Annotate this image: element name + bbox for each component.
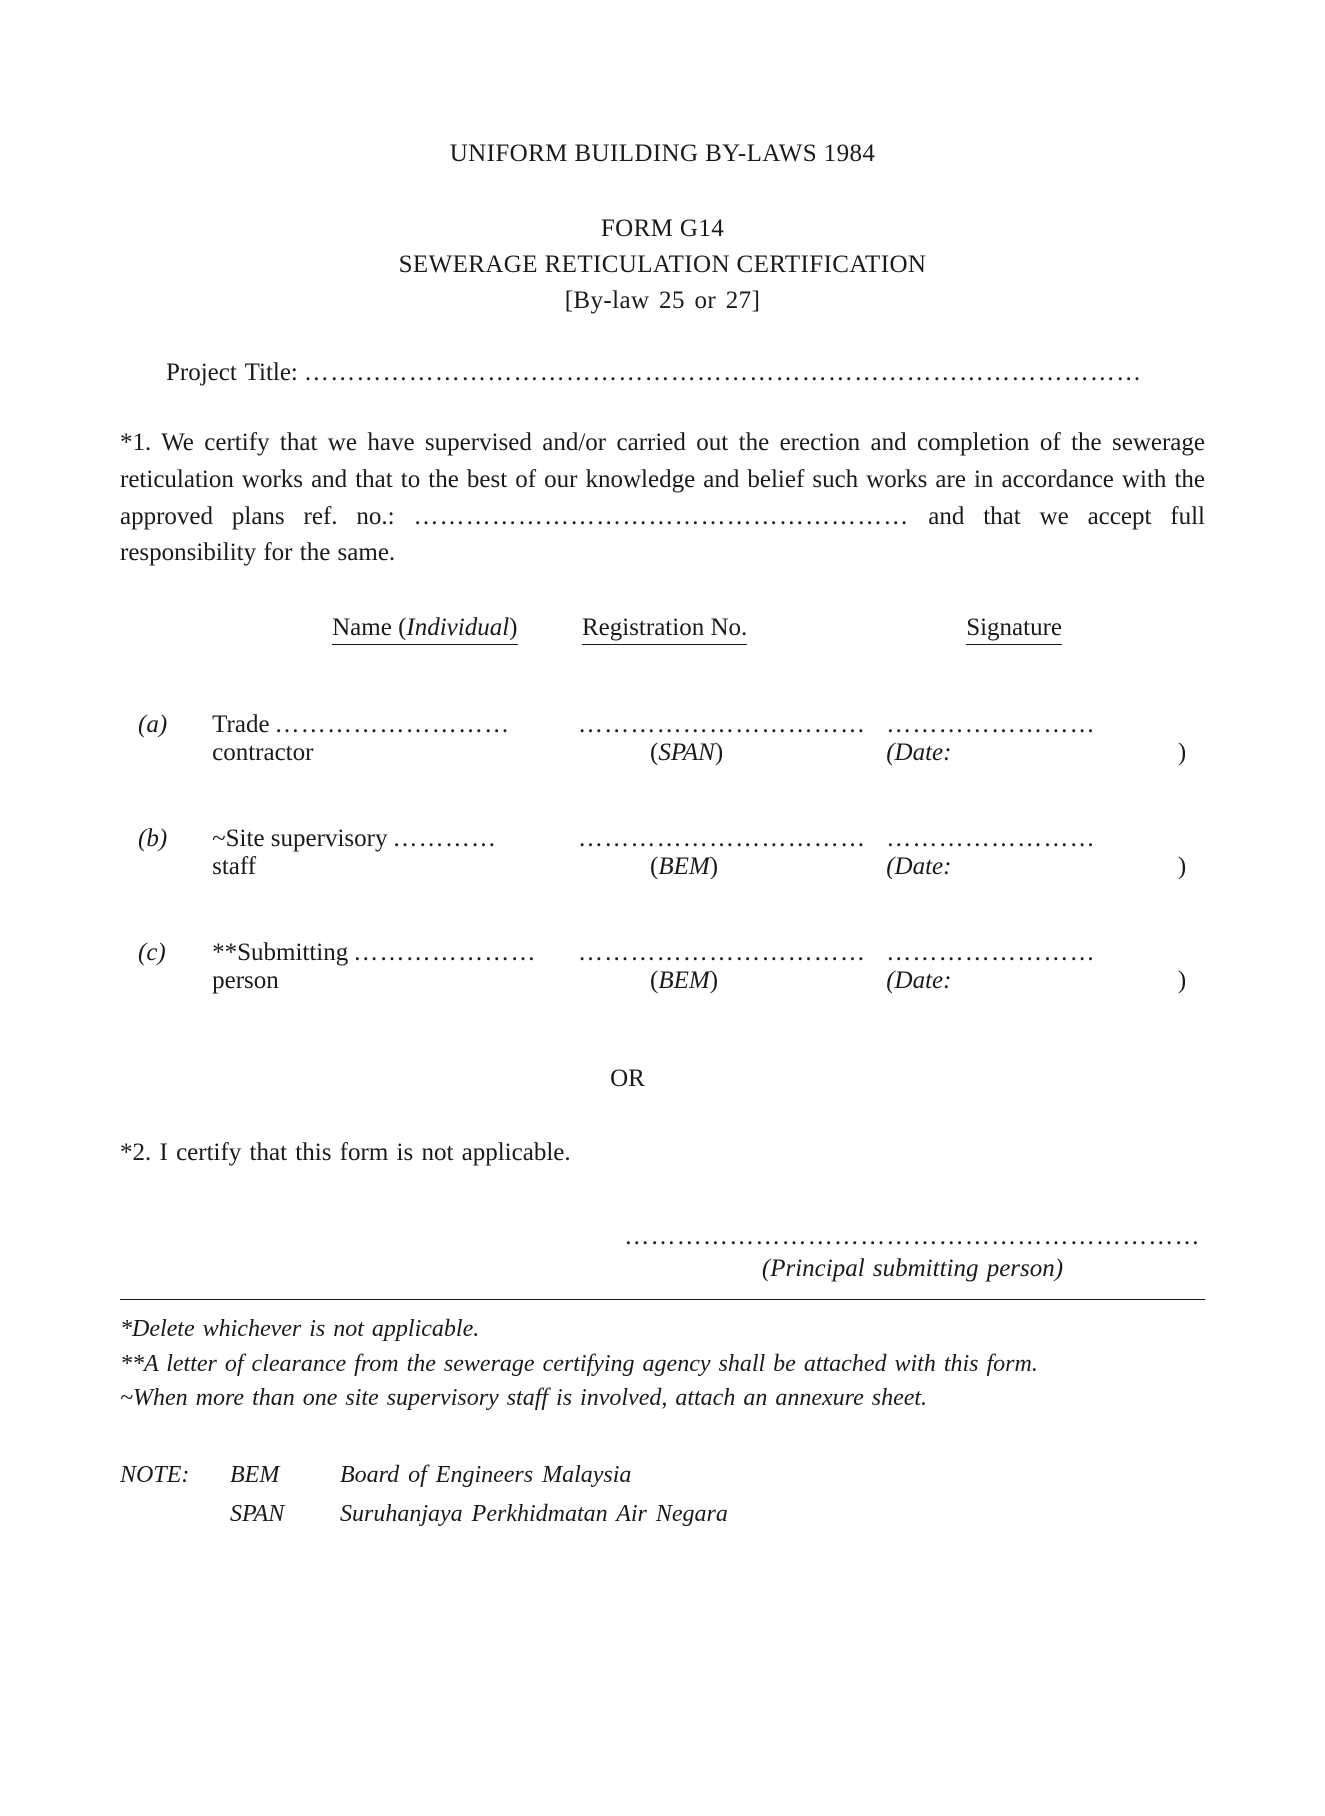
- row-role-continuation-cell: [212, 967, 570, 995]
- act-title: UNIFORM BUILDING BY-LAWS 1984: [449, 140, 876, 167]
- principal-signature-input[interactable]: …………………………………………………………: [624, 1222, 1201, 1250]
- agency-paren-open: (: [649, 852, 659, 880]
- project-title-row: [120, 359, 1205, 387]
- form-number: FORM G14: [600, 215, 725, 242]
- row-signature-input[interactable]: ……………………: [886, 710, 1096, 738]
- row-name-input[interactable]: …………………: [353, 938, 537, 966]
- note-abbr: BEM: [230, 1462, 280, 1489]
- row-date-field[interactable]: [886, 853, 1186, 881]
- date-paren-close: ): [1177, 966, 1187, 994]
- row-role-label-line2: staff: [212, 852, 257, 880]
- table-row: [120, 711, 1205, 739]
- clause-1-text-part-1: *1. We certify that we have supervised and/or carried out the erection and completion of the sewerage reticulation works and that to the best of our knowledge and belief such works are in accordance with the approved plans ref. no.:: [120, 429, 1205, 530]
- header-signature-cell: [866, 614, 1205, 645]
- form-title: SEWERAGE RETICULATION CERTIFICATION: [398, 251, 927, 278]
- row-registration-input[interactable]: ……………………………: [577, 938, 867, 966]
- date-paren-open: (: [886, 852, 895, 880]
- row-role-label-line2: person: [212, 966, 279, 994]
- row-signature-cell: [866, 825, 1205, 853]
- row-index-cell: [120, 711, 212, 739]
- row-name-cell: [212, 825, 570, 853]
- row-index-cell: [120, 825, 212, 853]
- footnote-clearance-letter: **A letter of clearance from the sewerage certifying agency shall be attached with this form.: [120, 1350, 1038, 1377]
- agency-paren-open: (: [649, 966, 659, 994]
- row-signature-input[interactable]: ……………………: [886, 938, 1096, 966]
- date-label: Date:: [894, 966, 952, 994]
- note-label: NOTE:: [120, 1462, 190, 1489]
- note-full: Suruhanjaya Perkhidmatan Air Negara: [340, 1500, 728, 1527]
- row-registration-cell: [570, 939, 866, 967]
- row-index-cell-empty: [120, 853, 212, 881]
- row-name-input[interactable]: …………: [392, 824, 498, 852]
- column-header-name: [332, 614, 517, 645]
- or-separator: OR: [610, 1064, 645, 1092]
- date-label: Date:: [894, 852, 952, 880]
- date-paren-open: (: [886, 738, 895, 766]
- row-name-cell: [212, 939, 570, 967]
- row-role-continuation-cell: [212, 853, 570, 881]
- row-role-label: **Submitting: [212, 938, 349, 966]
- row-role-continuation-cell: [212, 739, 570, 767]
- agency-name: SPAN: [658, 738, 715, 766]
- column-header-signature: Signature: [966, 614, 1062, 645]
- row-registration-input[interactable]: ……………………………: [577, 710, 867, 738]
- footnote-delete: *Delete whichever is not applicable.: [120, 1315, 480, 1342]
- row-agency-label: [650, 739, 723, 767]
- row-date-field[interactable]: [886, 967, 1186, 995]
- note-full: Board of Engineers Malaysia: [340, 1462, 632, 1489]
- spacer-row: [120, 881, 1205, 939]
- row-name-cell: [212, 711, 570, 739]
- column-header-registration: Registration No.: [582, 614, 747, 645]
- date-paren-close: ): [1177, 852, 1187, 880]
- row-registration-cell: [570, 711, 866, 739]
- row-signature-cell: [866, 939, 1205, 967]
- row-index-cell-empty: [120, 739, 212, 767]
- date-label: Date:: [894, 738, 952, 766]
- row-registration-input[interactable]: ……………………………: [577, 824, 867, 852]
- row-date-cell: [866, 739, 1205, 767]
- row-index-cell-empty: [120, 967, 212, 995]
- table-row-secondline: [120, 967, 1205, 995]
- row-date-field[interactable]: [886, 739, 1186, 767]
- bylaw-reference: [By-law 25 or 27]: [564, 287, 761, 314]
- row-agency-label: [650, 853, 718, 881]
- table-row-secondline: [120, 739, 1205, 767]
- agency-name: BEM: [658, 852, 710, 880]
- clause-2: *2. I certify that this form is not applicable.: [120, 1138, 571, 1166]
- column-header-name-emphasis: Individual: [406, 614, 510, 641]
- page-content: [120, 0, 1205, 1816]
- row-registration-cell: [570, 825, 866, 853]
- header-registration-cell: [570, 614, 866, 645]
- principal-signature-block: [120, 1223, 1205, 1283]
- table-row-secondline: [120, 853, 1205, 881]
- clause-1-text-part-2: and that we accept full responsibility for the same.: [120, 502, 1205, 567]
- note-label-empty: [120, 1497, 230, 1536]
- table-row: [120, 939, 1205, 967]
- agency-paren-close: ): [709, 966, 719, 994]
- row-index-label: (b): [138, 824, 168, 852]
- row-agency-cell: [570, 739, 866, 767]
- row-agency-cell: [570, 853, 866, 881]
- row-name-input[interactable]: ………………………: [274, 710, 511, 738]
- project-title-label: Project Title:: [166, 359, 298, 386]
- table-row: [120, 825, 1205, 853]
- row-agency-cell: [570, 967, 866, 995]
- project-title-input[interactable]: ……………………………………………………………………………………: [303, 360, 1143, 385]
- spacer-row: [120, 645, 1205, 711]
- document-heading: [120, 140, 1205, 315]
- row-date-cell: [866, 853, 1205, 881]
- row-signature-input[interactable]: ……………………: [886, 824, 1096, 852]
- certifier-table: [120, 614, 1205, 995]
- note-block: [120, 1458, 1205, 1536]
- footnote-annexure: ~When more than one site supervisory staff is involved, attach an annexure sheet.: [120, 1385, 928, 1412]
- clause-1: [120, 425, 1205, 572]
- note-row: [120, 1497, 728, 1536]
- column-header-name-text: Name (: [332, 614, 407, 641]
- row-date-cell: [866, 967, 1205, 995]
- footnotes: [120, 1312, 1205, 1416]
- note-row: [120, 1458, 728, 1497]
- spacer-row: [120, 767, 1205, 825]
- agency-name: BEM: [658, 966, 710, 994]
- header-index-cell: [120, 614, 212, 645]
- row-signature-cell: [866, 711, 1205, 739]
- note-abbr: SPAN: [230, 1500, 285, 1527]
- row-index-label: (a): [138, 710, 168, 738]
- principal-signature-caption: (Principal submitting person): [761, 1254, 1064, 1282]
- header-name-cell: [212, 614, 570, 645]
- row-index-label: (c): [138, 938, 166, 966]
- column-header-name-close: ): [509, 614, 518, 641]
- agency-paren-close: ): [714, 738, 724, 766]
- row-index-cell: [120, 939, 212, 967]
- row-role-label: ~Site supervisory: [212, 824, 388, 852]
- plans-ref-input[interactable]: …………………………………………………: [413, 502, 910, 530]
- row-agency-label: [650, 967, 718, 995]
- row-role-label: Trade: [212, 710, 270, 738]
- date-paren-open: (: [886, 966, 895, 994]
- agency-paren-close: ): [709, 852, 719, 880]
- table-header-row: [120, 614, 1205, 645]
- horizontal-divider: [120, 1299, 1205, 1300]
- agency-paren-open: (: [649, 738, 659, 766]
- row-role-label-line2: contractor: [212, 738, 314, 766]
- date-paren-close: ): [1177, 738, 1187, 766]
